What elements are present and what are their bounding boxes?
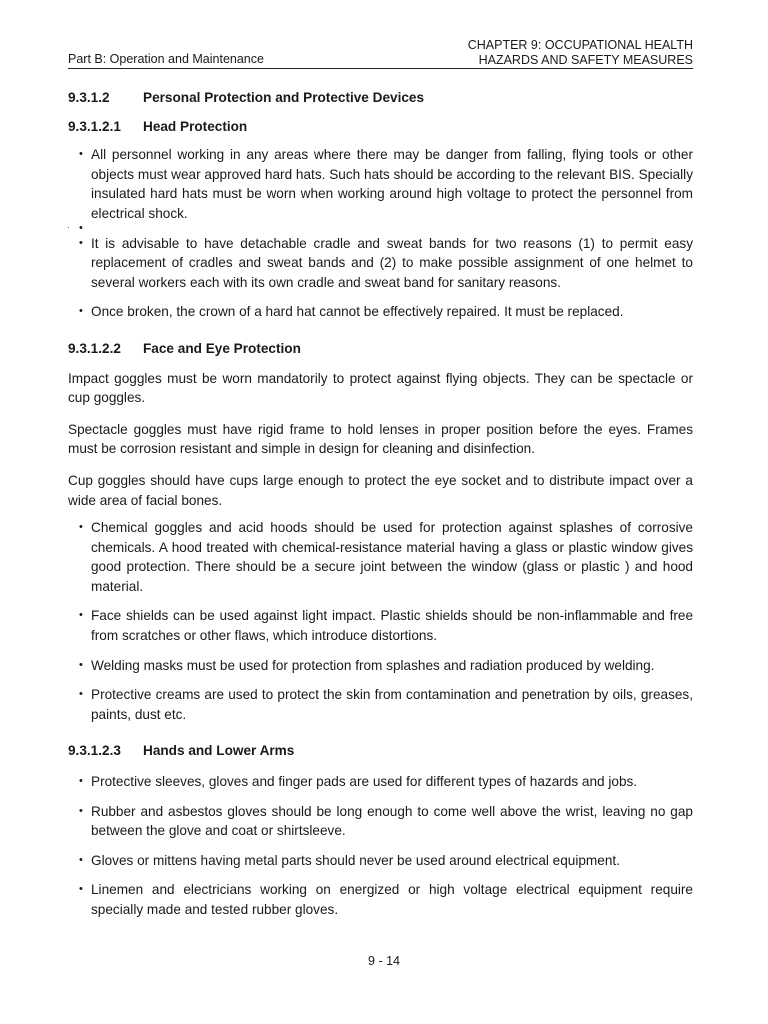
section-number: 9.3.1.2.1: [68, 118, 121, 134]
list-item: • Chemical goggles and acid hoods should be used for protection against splashes of corrosive chemicals. A hood treated with chemical-resistance material having a glass or plastic window gives good protection. There should be a secure joint between the window (glass or plastic ) and hood material.: [68, 518, 693, 596]
face-eye-protection-list: [68, 518, 693, 724]
section-title: Face and Eye Protection: [143, 340, 301, 356]
list-item: • Protective sleeves, gloves and finger pads are used for different types of hazards and jobs.: [68, 772, 693, 792]
list-item: • Linemen and electricians working on energized or high voltage electrical equipment require specially made and tested rubber gloves.: [68, 880, 693, 919]
running-header-right: [468, 38, 693, 68]
list-item: • Rubber and asbestos gloves should be long enough to come well above the wrist, leaving no gap between the glove and coat or shirtsleeve.: [68, 802, 693, 841]
paragraph: Cup goggles should have cups large enough to protect the eye socket and to distribute impact over a wide area of facial bones.: [68, 472, 693, 508]
list-item: • Face shields can be used against light impact. Plastic shields should be non-inflammable and free from scratches or other flaws, which introduce distortions.: [68, 606, 693, 645]
section-number: 9.3.1.2.2: [68, 340, 121, 356]
page-body: [68, 88, 693, 920]
chapter-title-line2: HAZARDS AND SAFETY MEASURES: [478, 53, 693, 67]
paragraph: Impact goggles must be worn mandatorily to protect against flying objects. They can be spectacle or cup goggles.: [68, 370, 693, 406]
list-item: • All personnel working in any areas where there may be danger from falling, flying tools or other objects must wear approved hard hats. Such hats should be according to the relevant BIS. Specially insulated hard hats must be worn when working around high voltage to protect the personnel from electrical shock.: [68, 145, 693, 223]
paragraph: Spectacle goggles must have rigid frame to hold lenses in proper position before the eyes. Frames must be corrosion resistant and simple in design for cleaning and disinfection.: [68, 421, 693, 457]
section-heading-face-eye-protection: [68, 339, 693, 359]
header-rule: [68, 68, 693, 69]
section-title: Hands and Lower Arms: [143, 743, 295, 759]
section-heading-head-protection: [68, 117, 693, 137]
section-heading-hands-lower-arms: [68, 741, 693, 761]
section-heading-9-3-1-2: [68, 88, 693, 108]
stray-mark: • ·: [68, 224, 693, 230]
section-number: 9.3.1.2: [68, 90, 110, 105]
section-number: 9.3.1.2.3: [68, 743, 121, 759]
list-item: • Once broken, the crown of a hard hat cannot be effectively repaired. It must be replaced.: [68, 302, 693, 322]
section-title: Head Protection: [143, 118, 248, 134]
chapter-title-line1: CHAPTER 9: OCCUPATIONAL HEALTH: [467, 38, 693, 52]
section-title: Personal Protection and Protective Devices: [143, 90, 425, 105]
hands-lower-arms-list: [68, 772, 693, 920]
list-item: • Protective creams are used to protect the skin from contamination and penetration by oils, greases, paints, dust etc.: [68, 685, 693, 724]
head-protection-list: [68, 145, 693, 322]
list-item: • It is advisable to have detachable cradle and sweat bands for two reasons (1) to permit easy replacement of cradles and sweat bands and (2) to make possible assignment of one helmet to several workers each with its own cradle and sweat band for sanitary reasons.: [68, 234, 693, 293]
running-header-left: Part B: Operation and Maintenance: [68, 52, 264, 66]
page-number: 9 - 14: [368, 954, 400, 968]
list-item: • Gloves or mittens having metal parts should never be used around electrical equipment.: [68, 851, 693, 871]
list-item: • Welding masks must be used for protection from splashes and radiation produced by welding.: [68, 656, 693, 676]
